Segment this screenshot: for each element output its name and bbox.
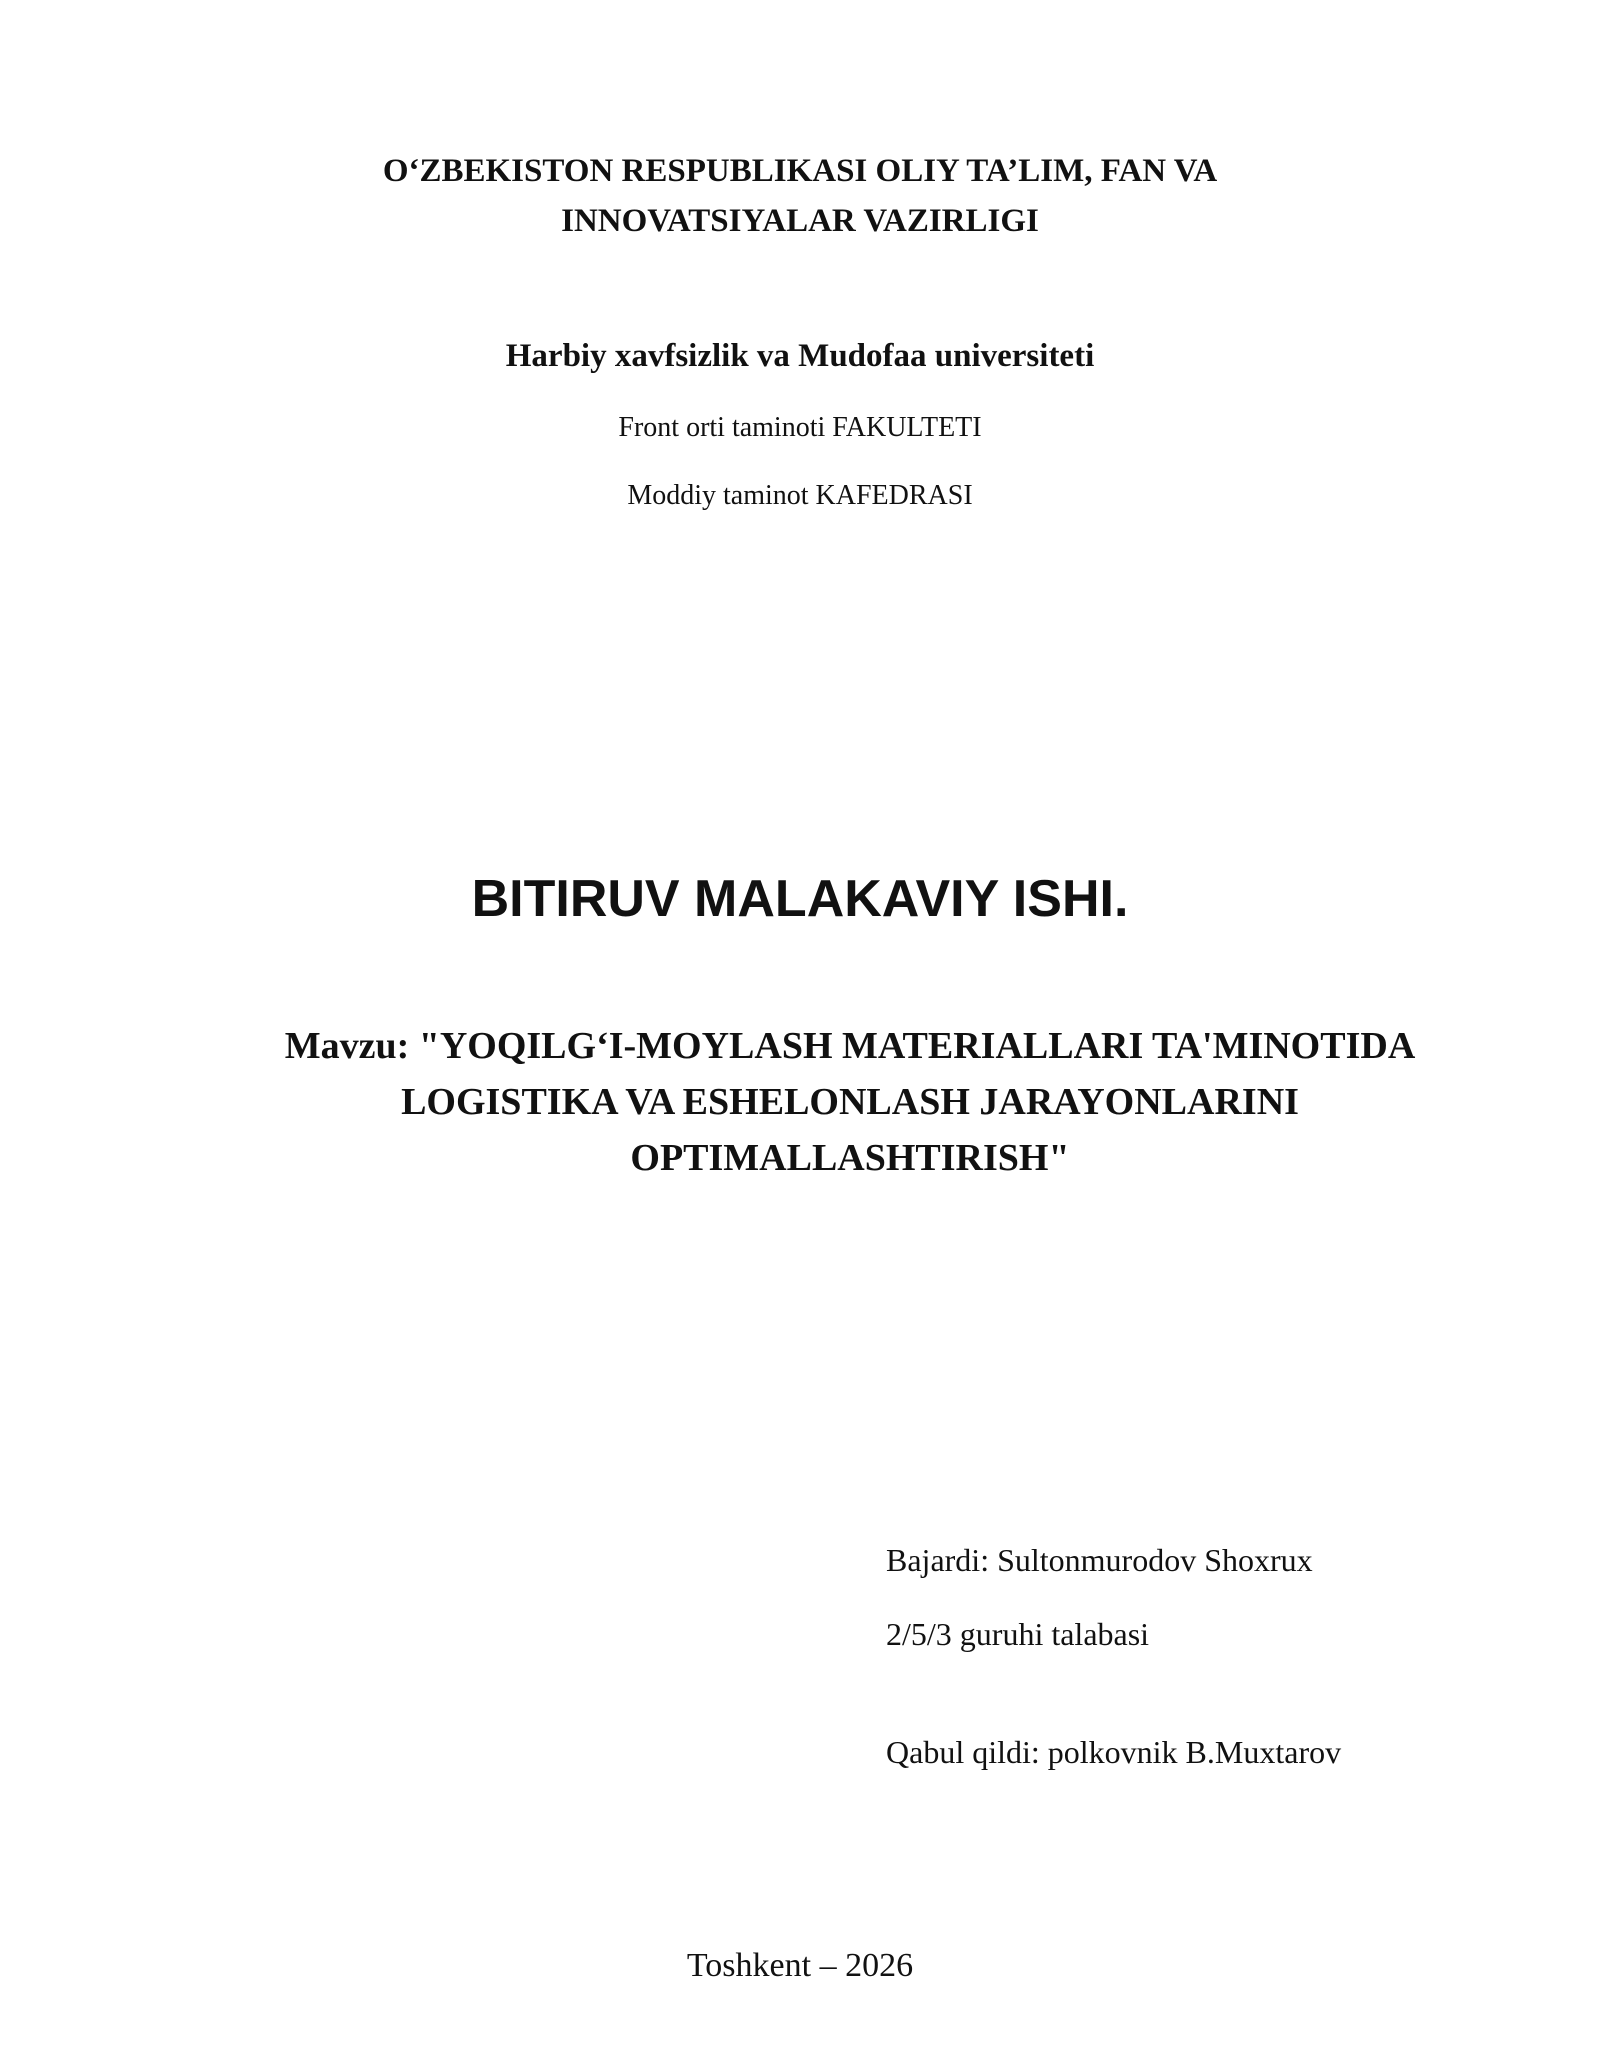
work-title: BITIRUV MALAKAVIY ISHI. <box>471 870 1129 928</box>
ministry-heading-line-2: INNOVATSIYALAR VAZIRLIGI <box>561 203 1039 239</box>
accepted-by: Qabul qildi: polkovnik B.Muxtarov <box>886 1734 1342 1770</box>
topic-line-3: OPTIMALLASHTIRISH" <box>630 1137 1070 1179</box>
faculty-name: Front orti taminoti FAKULTETI <box>618 412 982 443</box>
topic-block <box>200 1018 1500 1186</box>
city-year: Toshkent – 2026 <box>686 1947 914 1984</box>
university-name: Harbiy xavfsizlik va Mudofaa universiteti <box>505 338 1095 374</box>
performed-by: Bajardi: Sultonmurodov Shoxrux <box>886 1542 1313 1578</box>
department-name: Moddiy taminot KAFEDRASI <box>627 480 973 511</box>
ministry-heading-line-1: O‘ZBEKISTON RESPUBLIKASI OLIY TA’LIM, FAN VA <box>382 153 1218 189</box>
ministry-heading <box>0 146 1600 246</box>
topic-line-2: LOGISTIKA VA ESHELONLASH JARAYONLARINI <box>401 1081 1299 1123</box>
student-group: 2/5/3 guruhi talabasi <box>886 1616 1150 1652</box>
topic-line-1: Mavzu: "YOQILG‘I-MOYLASH MATERIALLARI TA'MINOTIDA <box>284 1025 1416 1067</box>
